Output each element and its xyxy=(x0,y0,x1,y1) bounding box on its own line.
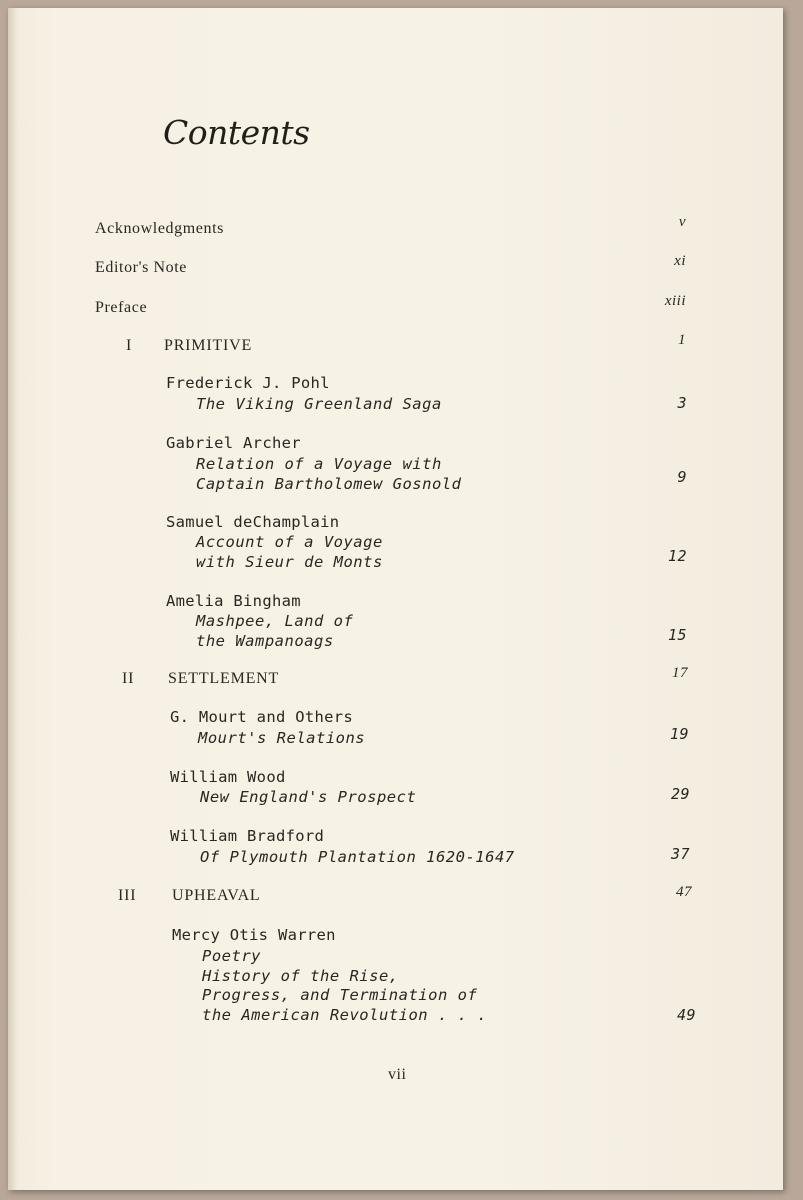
entry-page: 37 xyxy=(670,845,690,863)
part-title: SETTLEMENT xyxy=(168,670,280,687)
toc-preface: Preface xyxy=(95,299,148,316)
book-page xyxy=(8,8,783,1190)
toc-editors-note: Editor's Note xyxy=(95,259,188,276)
part-numeral: II xyxy=(122,670,135,687)
part-numeral: I xyxy=(126,337,133,354)
toc-acknowledgments: Acknowledgments xyxy=(95,220,224,237)
entry-title-line: New England's Prospect xyxy=(200,788,417,806)
toc-preface-page: xiii xyxy=(664,293,686,309)
entry-author: Mercy Otis Warren xyxy=(172,926,336,944)
entry-title-line: Mashpee, Land of xyxy=(196,612,354,630)
entry-page: 19 xyxy=(669,725,689,743)
entry-author: G. Mourt and Others xyxy=(170,708,354,726)
entry-author: William Bradford xyxy=(170,827,325,845)
toc-acknowledgments-page: v xyxy=(678,214,686,230)
entry-title-line: The Viking Greenland Saga xyxy=(196,395,442,413)
page-spine-shadow xyxy=(8,8,18,1190)
entry-title-line: with Sieur de Monts xyxy=(196,553,383,571)
entry-page: 12 xyxy=(667,547,687,565)
entry-author: Frederick J. Pohl xyxy=(166,374,330,392)
entry-page: 29 xyxy=(670,785,690,803)
entry-title-line: Account of a Voyage xyxy=(196,533,383,551)
entry-title-line: Progress, and Termination of xyxy=(202,986,478,1004)
entry-author: Amelia Bingham xyxy=(166,592,301,610)
part-numeral: III xyxy=(118,887,137,904)
part-page: 1 xyxy=(678,332,686,348)
page-number: vii xyxy=(388,1066,407,1083)
part-page: 47 xyxy=(676,884,692,900)
entry-title-line: the Wampanoags xyxy=(196,632,334,650)
entry-page: 15 xyxy=(667,626,687,644)
entry-title-line: the American Revolution . . . xyxy=(202,1006,488,1024)
entry-author: Gabriel Archer xyxy=(166,434,301,452)
part-title: UPHEAVAL xyxy=(172,887,261,904)
entry-page: 9 xyxy=(677,468,687,486)
entry-page: 3 xyxy=(677,394,687,412)
part-page: 17 xyxy=(672,665,688,681)
entry-author: William Wood xyxy=(170,768,286,786)
toc-editors-note-page: xi xyxy=(674,253,686,269)
entry-title-line: History of the Rise, xyxy=(202,967,399,985)
part-title: PRIMITIVE xyxy=(164,337,253,354)
entry-title-line: Relation of a Voyage with xyxy=(196,455,442,473)
entry-title-line: Captain Bartholomew Gosnold xyxy=(196,475,462,493)
entry-title-line: Poetry xyxy=(202,947,261,965)
contents-heading: Contents xyxy=(163,113,310,152)
entry-author: Samuel deChamplain xyxy=(166,513,340,531)
entry-page: 49 xyxy=(676,1006,696,1024)
entry-title-line: Of Plymouth Plantation 1620-1647 xyxy=(200,848,515,866)
entry-title-line: Mourt's Relations xyxy=(198,729,366,747)
